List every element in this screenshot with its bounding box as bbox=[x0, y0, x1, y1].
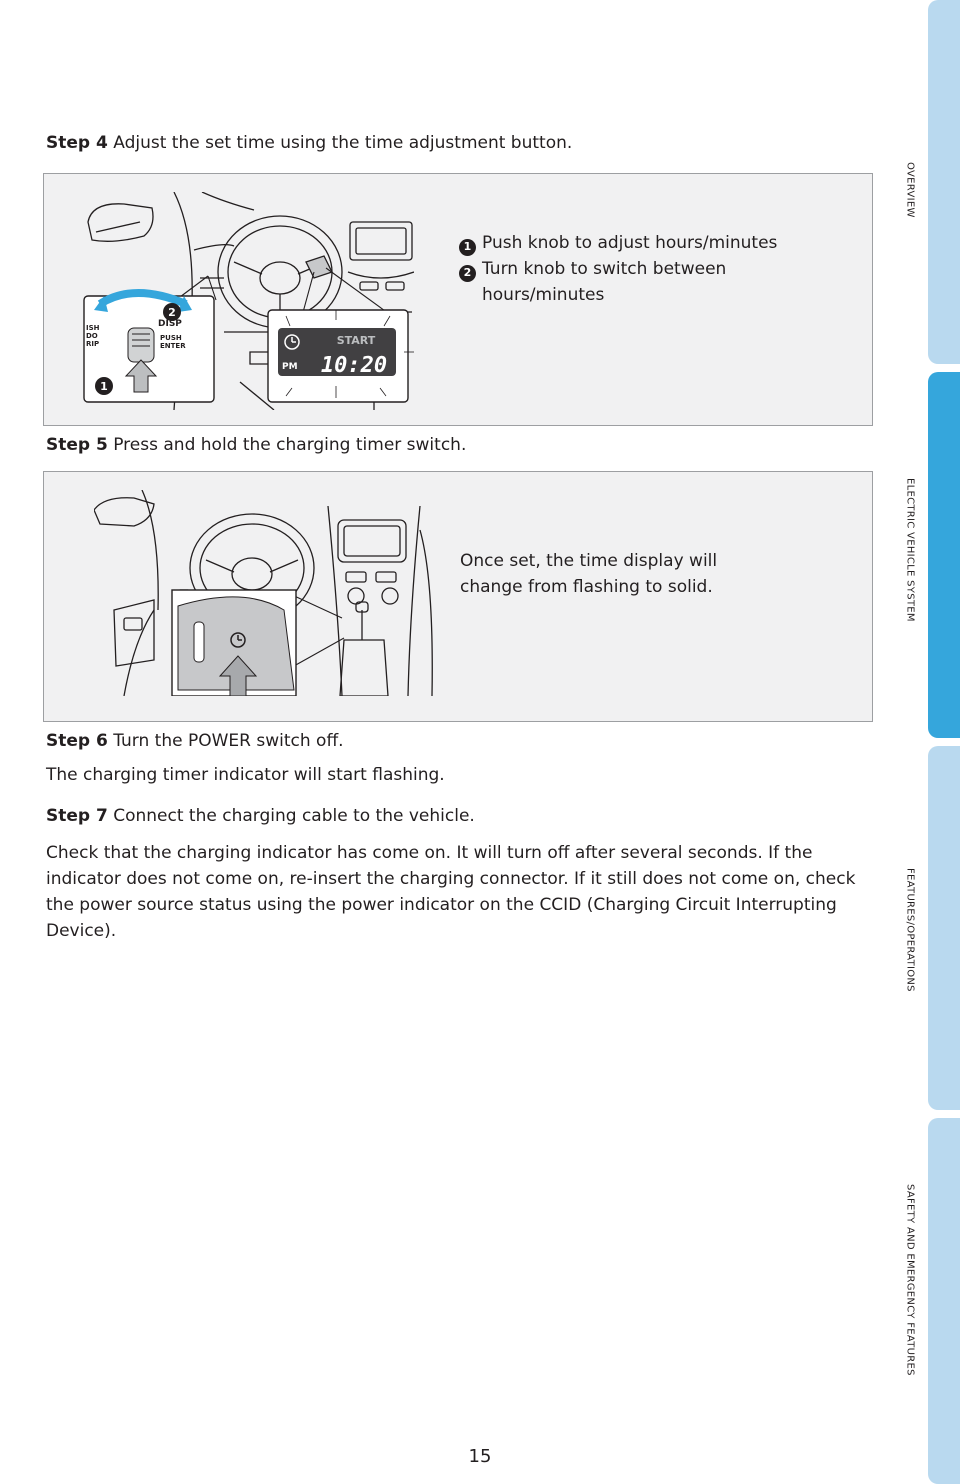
knob-side-label-3: RIP bbox=[86, 340, 100, 348]
display-time-text: 10:20 bbox=[320, 353, 388, 378]
figure-time-adjust bbox=[43, 173, 873, 426]
sidebar-tab-label-ev-system: ELECTRIC VEHICLE SYSTEM bbox=[904, 478, 916, 622]
display-pm-text: PM bbox=[282, 362, 298, 372]
callout-1 bbox=[459, 230, 777, 256]
timer-switch-illustration bbox=[94, 490, 434, 696]
callout-2-line-2: hours/minutes bbox=[482, 285, 605, 305]
step-5-label: Step 5 bbox=[46, 435, 108, 455]
page-number: 15 bbox=[468, 1446, 492, 1467]
step-4-text: Adjust the set time using the time adjustment button. bbox=[113, 133, 573, 153]
sidebar-tab-safety-emergency[interactable] bbox=[928, 1118, 960, 1484]
figure-2-caption-line-1: Once set, the time display will bbox=[460, 551, 718, 571]
sidebar-tab-overview[interactable] bbox=[928, 0, 960, 364]
step-7 bbox=[46, 804, 475, 828]
sidebar-tab-electric-vehicle-system[interactable] bbox=[928, 372, 960, 738]
step-7-label: Step 7 bbox=[46, 806, 108, 826]
step-7-text: Connect the charging cable to the vehicle. bbox=[113, 806, 475, 826]
callout-2-continuation bbox=[482, 282, 604, 308]
callout-2-number: 2 bbox=[459, 265, 476, 282]
knob-label-enter: ENTER bbox=[160, 342, 186, 350]
callout-1-number: 1 bbox=[459, 239, 476, 256]
paragraph-after-step-7: Check that the charging indicator has come on. It will turn off after several seconds. If the indicator does not come on, re-insert the charging connector. If it still does not come on, check the power source status using the power indicator on the CCID (Charging Circuit Interrupting Device). bbox=[46, 843, 856, 941]
svg-text:1: 1 bbox=[100, 380, 108, 393]
sidebar-tab-features-operations[interactable] bbox=[928, 746, 960, 1110]
knob-label-disp: DISP bbox=[158, 319, 182, 329]
step-4-label: Step 4 bbox=[46, 133, 108, 153]
sidebar-tab-label-overview: OVERVIEW bbox=[904, 162, 916, 218]
step-6-text: Turn the POWER switch off. bbox=[113, 731, 344, 751]
figure-2-caption-line-2: change from flashing to solid. bbox=[460, 577, 713, 597]
step-6-label: Step 6 bbox=[46, 731, 108, 751]
figure-timer-switch bbox=[43, 471, 873, 722]
callout-2-line-1: Turn knob to switch between bbox=[482, 259, 727, 279]
sidebar-tab-label-safety: SAFETY AND EMERGENCY FEATURES bbox=[904, 1184, 916, 1376]
paragraph-after-step-6: The charging timer indicator will start flashing. bbox=[46, 765, 445, 785]
step-5-text: Press and hold the charging timer switch. bbox=[113, 435, 467, 455]
knob-label-push: PUSH bbox=[160, 334, 182, 342]
step-4 bbox=[46, 131, 572, 155]
svg-text:2: 2 bbox=[168, 306, 176, 319]
knob-side-label-2: DO bbox=[86, 332, 98, 340]
callout-2 bbox=[459, 256, 726, 282]
dashboard-knob-illustration bbox=[74, 192, 414, 410]
step-5 bbox=[46, 433, 466, 457]
knob-side-label-1: ISH bbox=[86, 324, 100, 332]
sidebar-tab-label-features: FEATURES/OPERATIONS bbox=[904, 868, 916, 992]
callout-1-text: Push knob to adjust hours/minutes bbox=[482, 233, 778, 253]
display-start-text: START bbox=[336, 334, 376, 347]
step-6 bbox=[46, 729, 344, 753]
